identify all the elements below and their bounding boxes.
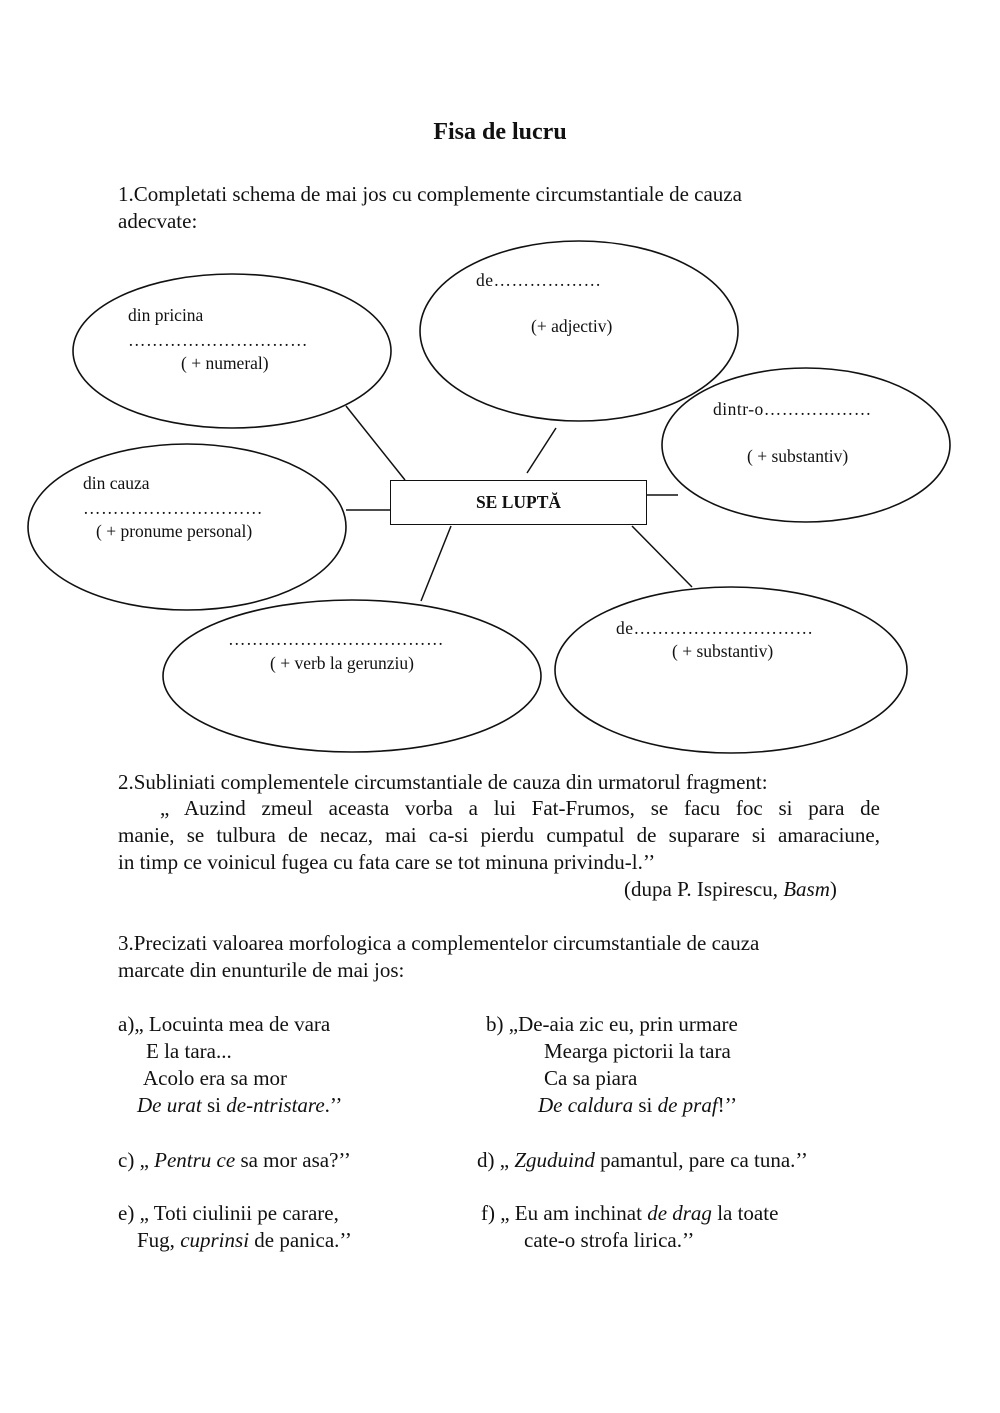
item-b-marked-1: De caldura <box>538 1093 634 1117</box>
item-b-line-2: Mearga pictorii la tara <box>544 1039 731 1063</box>
item-a-marked-1: De urat <box>137 1093 202 1117</box>
item-f-marked: de drag <box>647 1201 712 1225</box>
exercise-3-prompt-line-1: 3.Precizati valoarea morfologica a complementelor circumstantiale de cauza <box>118 931 760 955</box>
exercise-2-prompt: 2.Subliniati complementele circumstantiale de cauza din urmatorul fragment: <box>118 770 768 794</box>
item-b-line-1: b) „De-aia zic eu, prin urmare <box>486 1012 738 1036</box>
item-e-marked: cuprinsi <box>180 1228 250 1252</box>
item-b-end: !’’ <box>717 1093 738 1117</box>
item-a-line-2: E la tara... <box>146 1039 232 1063</box>
exercise-1-prompt-line-2: adecvate: <box>118 209 198 233</box>
item-a-line-1: a)„ Locuinta mea de vara <box>118 1012 331 1036</box>
node-din-pricina-hint: ( + numeral) <box>181 353 269 373</box>
exercise-2-source <box>624 876 837 903</box>
item-f-line-2: cate-o strofa lirica.’’ <box>524 1228 695 1252</box>
connector-gerunziu <box>421 526 451 601</box>
item-e-suffix: de panica.’’ <box>249 1228 352 1252</box>
item-c-prefix: c) „ <box>118 1148 155 1172</box>
item-f-prefix: f) „ Eu am inchinat <box>481 1201 648 1225</box>
item-d-marked: Zguduind <box>514 1148 595 1172</box>
item-b-line-4 <box>538 1092 737 1119</box>
source-suffix: ) <box>829 877 837 901</box>
item-a-text: si <box>201 1093 227 1117</box>
ellipse-gerunziu <box>163 600 541 752</box>
item-c-suffix: sa mor asa?’’ <box>235 1148 351 1172</box>
item-d <box>477 1147 808 1174</box>
item-e-line-1: e) „ Toti ciulinii pe carare, <box>118 1201 339 1225</box>
exercise-2-fragment-line-2: manie, se tulbura de necaz, mai ca-si pierdu cumpatul de suparare si amaraciune, <box>118 823 880 847</box>
item-a-line-3: Acolo era sa mor <box>143 1066 288 1090</box>
source-work: Basm <box>783 877 830 901</box>
item-b-text: si <box>633 1093 658 1117</box>
connector-din-pricina <box>346 406 405 480</box>
node-din-pricina-blank[interactable]: ………………………… <box>128 330 308 350</box>
node-din-pricina-label: din pricina <box>128 305 204 325</box>
item-a-line-4 <box>137 1092 342 1119</box>
node-de-substantiv-blank[interactable]: de………………………… <box>616 618 814 638</box>
item-d-suffix: pamantul, pare ca tuna.’’ <box>594 1148 808 1172</box>
node-de-substantiv-hint: ( + substantiv) <box>672 641 774 661</box>
item-b-line-3: Ca sa piara <box>544 1066 638 1090</box>
node-de-adjectiv-blank[interactable]: de……………… <box>476 270 602 290</box>
connector-de-adjectiv <box>527 428 556 473</box>
item-d-prefix: d) „ <box>477 1148 515 1172</box>
item-f-suffix: la toate <box>711 1201 779 1225</box>
exercise-3-prompt-line-2: marcate din enunturile de mai jos: <box>118 958 405 982</box>
ellipse-din-pricina <box>73 274 391 428</box>
node-dintr-o-hint: ( + substantiv) <box>747 446 849 466</box>
page-title: Fisa de lucru <box>433 119 567 145</box>
source-prefix: (dupa P. Ispirescu, <box>624 877 784 901</box>
node-din-cauza-blank[interactable]: ………………………… <box>83 498 263 518</box>
exercise-1-prompt-line-1: 1.Completati schema de mai jos cu complemente circumstantiale de cauza <box>118 182 742 206</box>
item-c <box>118 1147 351 1174</box>
node-dintr-o-blank[interactable]: dintr-o……………… <box>713 399 872 419</box>
ellipse-de-substantiv <box>555 587 907 753</box>
connector-de-substantiv <box>632 526 692 587</box>
node-gerunziu-hint: ( + verb la gerunziu) <box>270 653 414 673</box>
item-c-marked: Pentru ce <box>154 1148 236 1172</box>
exercise-2-fragment-line-3: in timp ce voinicul fugea cu fata care se tot minuna privindu-l.’’ <box>118 850 656 874</box>
node-de-adjectiv-hint: (+ adjectiv) <box>531 316 613 336</box>
center-box-se-lupta: SE LUPTĂ <box>390 480 647 525</box>
node-gerunziu-blank[interactable]: ……………………………… <box>228 629 444 649</box>
item-e-line-2 <box>137 1227 352 1254</box>
item-a-end: .’’ <box>324 1093 343 1117</box>
node-din-cauza-hint: ( + pronume personal) <box>96 521 253 541</box>
node-din-cauza-label: din cauza <box>83 473 150 493</box>
item-e-prefix: Fug, <box>137 1228 181 1252</box>
item-f-line-1 <box>481 1200 778 1227</box>
item-b-marked-2: de praf <box>657 1093 718 1117</box>
item-a-marked-2: de-ntristare <box>226 1093 325 1117</box>
exercise-2-fragment-line-1: „ Auzind zmeul aceasta vorba a lui Fat-Frumos, se facu foc si para de <box>160 796 880 820</box>
